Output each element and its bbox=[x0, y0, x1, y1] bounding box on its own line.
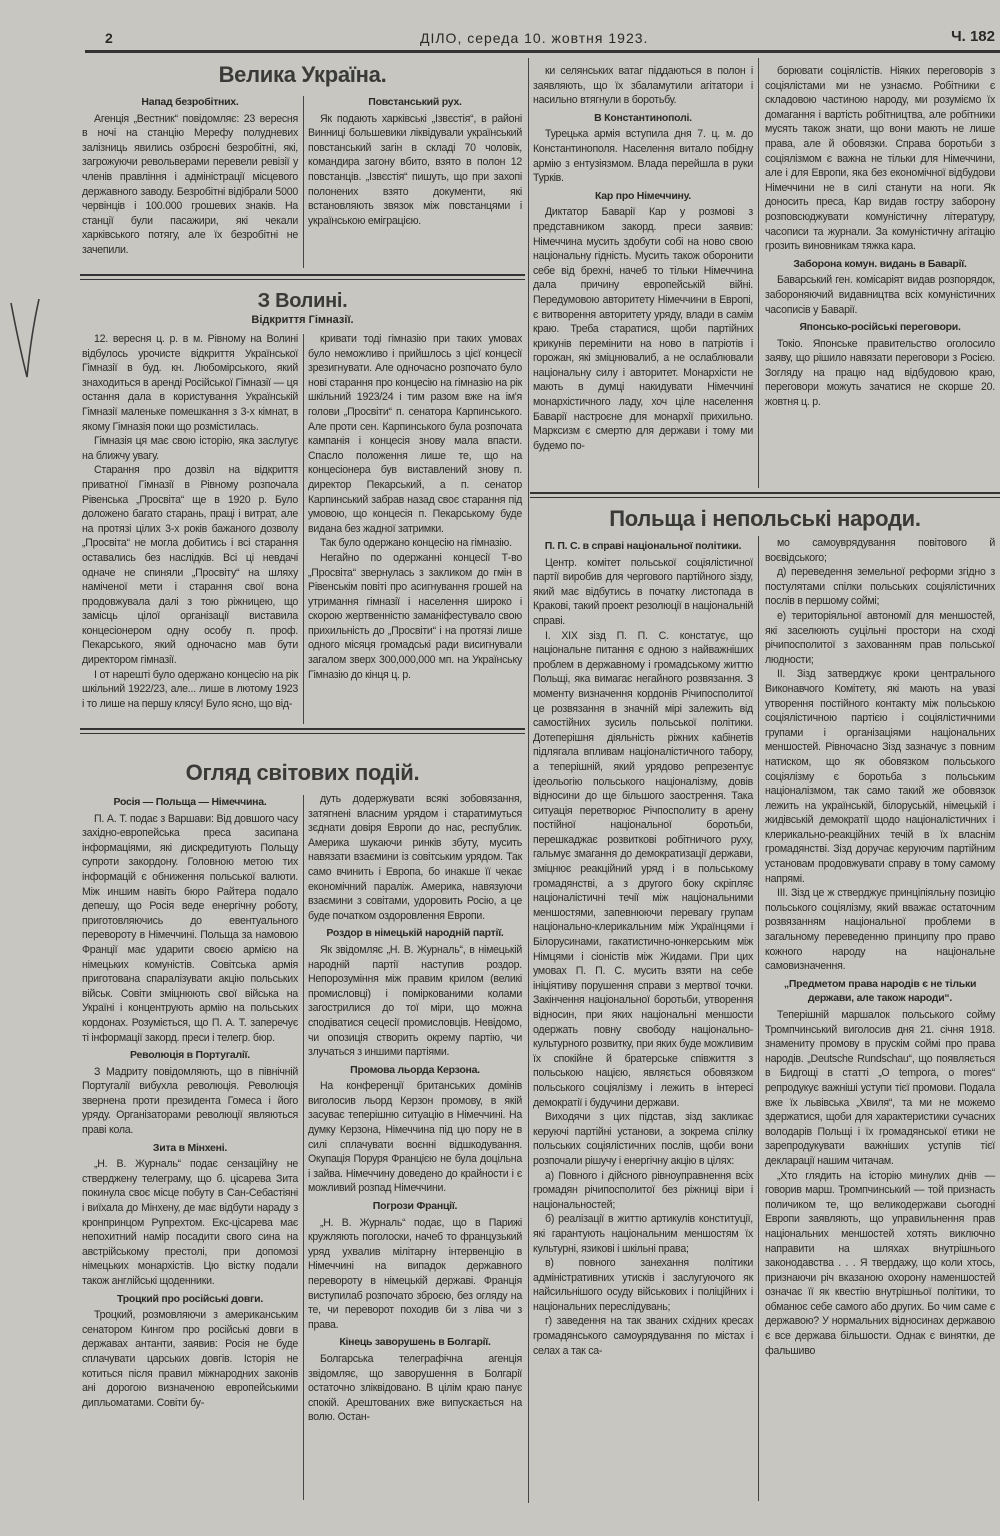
article-subheading: „Предметом права народів є не тільки держави, але також народи“. bbox=[783, 977, 977, 1005]
subtitle: Відкриття Гімназії. bbox=[251, 314, 354, 326]
column-divider bbox=[758, 536, 759, 1501]
article-column bbox=[308, 792, 522, 1425]
article-paragraph: Так було одержано концесію на гімназію. bbox=[320, 537, 512, 550]
article-subheading: Кінець заворушень в Болгарії. bbox=[339, 1336, 491, 1349]
article-paragraph: дуть додержувати всякі зобовязання, затягнені власним урядом і старатимуться зєднати довіря Европи до нас, республик. Америка шукаючи ринків збуту, мусить навязати взаємини із совітським урядом. Так само вчинить і Европа, бо инакше її чекає економічний параліж. Америка, навязуючи взаємини з совітами, удоровить Росію, а це буде початком оздоровлення Европи. bbox=[308, 793, 522, 922]
article-paragraph: а) Повного і дійсного рівноуправнення всіх громадян річипосполитої без ріжниці віри і національностей; bbox=[533, 1169, 753, 1211]
masthead-date: ДІЛО, середа 10. жовтня 1923. bbox=[420, 30, 649, 46]
article-paragraph: „Хто глядить на історію минулих днів — говорив марш. Тромпчинський — той признасть поличиком те, що великодержави сьогодні Европи заявляють, що управильнення прав національних меншостей хотять виключно направити на шляхах внутрішнього законодавства . . . Я твердажу, що коли хтось, признаючи річ вказаною охорону наменшостей означає її як квестію внутрішньої політики, то обманює себе самого або других. Бо чим саме є державою? У нормальних відносинах державою є все держава більшости. Однак є винятки, де фальшиво bbox=[765, 1169, 995, 1357]
article-paragraph: П. А. Т. подає з Варшави: Від довшого часу західно-европейська преса засипана інформаціями, які дискредитують Польщу супроти закордону. Головною метою тих інформацій є обниження польської валюти. Між иншим навіть бюро Райтера подало депешу, що Росія веде енергічну роботу, приготовляючись до евентуального перевороту в Німеччині. Польща за намовою Франції має ударити своєю армією на німецьких комуністів. Совітська армія приготована спаралізувати акцію польських військ. Совіти зміцнюють свої війська на Україні і концентрують армію на польських кордонах. Розуміється, що П. А. Т. заперечує ті інформації закорд. преси і телегр. бюр. bbox=[82, 812, 298, 1044]
article-subheading: Заборона комун. видань в Баварії. bbox=[793, 257, 967, 270]
article-paragraph: ІІ. Зізд затверджує кроки центрального Виконавчого Комітету, які мають на увазі утворення постійного контакту між польською соціялістичною партією і соціялістичними групами і організаціями національних меншостей. Рівночасно Зізд зазначує з повним натиском, що як обовязком польського соціялізму є боротьба з польським націоналізмом, так само такий же обовязок лежить на українській, білоруській, німецькій і жидівській демократії щодо націоналістичних і клерикально-реакційних течій в їх власнім громадянстві. Зізд доручає керуючим партійним установам продовжувати справу в тому самому напрямі. bbox=[765, 668, 995, 885]
article-paragraph: „Н. В. Журналь“ подає сензаційну не стверджену телеграму, що б. цісарева Зита покинула своє місце побуту в Сан-Себастіяні і виїхала до Мінхену, де має відбути нараду з кронпринцом Рупрехтом. Екс-цісарева має непохитний намір посадити свого сина на австрійському престолі, при допомозі німецьких монархістів. Цю вістку подали також англійські щоденники. bbox=[82, 1158, 298, 1287]
headline-z-volyni: З Волині. bbox=[257, 290, 348, 312]
article-paragraph: е) територіяльної автономії для меншостей, які заселюють суцільні простори на сході річипосполитої з захованням прав польської людности; bbox=[765, 609, 995, 666]
article-paragraph: борювати соціялістів. Ніяких переговорів з соціялістами ми не узнаємо. Робітники є складовою частиною народу, ми розуміємо їх домагання і вартість робітництва, але робітники мусять також знати, що вони мають не лише права, але й обовязки. Справа боротьби з соціялізмом є важна не тільки для Німеччини, але і для Европи, яка без економічної відбудови Німеччини не в силі станути на ноги. Як доносить преса, Кар видав гостру заборону розповсюджувати комуністичну літературу, часописи та журнали. За комуністичну агітацію грозить виновникам тяжка кара. bbox=[765, 65, 995, 253]
section-rule bbox=[80, 728, 525, 734]
column-divider bbox=[303, 96, 304, 268]
article-subheading: Росія — Польща — Німеччина. bbox=[113, 796, 267, 808]
section-rule bbox=[530, 492, 1000, 498]
column-divider bbox=[758, 58, 759, 488]
article-column bbox=[308, 332, 522, 682]
article-paragraph: Баварський ген. комісаріят видав розпорядок, забороняючий видавництва всіх комуністичних часописів у Баварії. bbox=[765, 274, 995, 316]
article-subheading: П. П. С. в справі національної політики. bbox=[544, 540, 742, 552]
article-paragraph: мо самоуврядування повітового й воєвідського; bbox=[765, 537, 995, 564]
article-paragraph: І. XIX зізд П. П. С. констатує, що національне питання є одною з найважніших проблем в державному і громадському життю Польщі, яка вимагає негайного розвязання. З моменту визначення кордонів Річипосполитої це розвязання в значній мірі залежить від самостійних зусиль польської політики. Дотеперішня діяльність ріжних кабінетів підлягала впливам націоналістичного табору, а теперішній, який урядово репрезентує ідеольогію польського націоналізму, довів відносини до ще більшого заострення. Така ситуація перетворює Річпосполиту в арену постійної національної боротьби, перешкаджає розвиткові робітничого руху, гальмує змагання до демократизації держави, зміцнює реакційний уряд і в польському громадянстві, а з другого боку скріпляє націоналістичні течії між національними меншостями, запевнюючи перевагу групам національно-клерикальним між Українцями і Білорусинами, гакатистично-юнкерським між Німцями і сіоністів між Жидами. При цих умовах П. П. С. мусить взяти на себе ініціятиву порушення справи з мертвої точки. Закінчення національної боротьби, утворення відносин, при яких національні меншости одержать повну свободу національно-культурного розвитку, при яких буде можливим їх спокійне й братерське співжиття з польською нацією, являється обовязком польського соціялізму і лежить в інтересі демократії і будучини держави. bbox=[533, 629, 753, 1109]
article-paragraph: д) переведення земельної реформи згідно з постулятами спілки польських соціялістичних послів в першому соймі; bbox=[765, 566, 995, 608]
article-paragraph: г) заведення на так званих східних кресах громадянського самоурядування по містах і селах а так са- bbox=[533, 1315, 753, 1357]
article-subheading: Японсько-російські переговори. bbox=[799, 321, 961, 334]
article-paragraph: Старання про дозвіл на відкриття приватної Гімназії в Рівному розпочала Рівенська „Просвіта“ ще в 1920 р. Було доложено багато старань, праці і витрат, але на протязі цілих 3-х років бажаного дозволу „Просвіта“ не могла добитись і всі старання оставались без наслідків. Всі ці невдачі одначе не спиняли „Просвіту“ на шляху наміченої мети і старання свої вона продовжувала далі з тою ріжницею, що замісць цілої організації виставила концесіонером одну особу п. проф. Пекарського, який одночасно мав бути директором гімназії. bbox=[82, 464, 298, 667]
article-paragraph: Негайно по одержанні концесії Т-во „Просвіта“ звернулась з закликом до гмін в Рівенськім повіті про асигнування грошей на утримання гімназії і населення широко і скорою жертвенністю заманіфестувало свою прихильність до „Просвіти“ і на протязі лише одного місяця громадські ради висигнували загалом зверх 300,000,000 мп. на Українську Гімназію до кінця ц. р. bbox=[308, 551, 522, 681]
handwritten-check-mark bbox=[5, 295, 45, 385]
article-paragraph: І от нарешті було одержано концесію на рік шкільний 1922/23, але... лише в лютому 1923 і то лише на першу клясу! Було ясно, що від- bbox=[82, 668, 298, 710]
article-column bbox=[82, 92, 298, 258]
headline-ohliad-svitovykh-podii: Огляд світових подій. bbox=[185, 760, 420, 785]
article-subheading: Повстанський рух. bbox=[368, 96, 462, 108]
article-paragraph: Турецька армія вступила дня 7. ц. м. до Константинополя. Населення витало побідну армію з ентузіязмом. Влада перейшла в руки Турків. bbox=[533, 128, 753, 185]
column-divider bbox=[528, 58, 529, 1503]
article-paragraph: Токіо. Японське правительство оголосило заяву, що рішило навязати переговори з Росією. Зогляду на працю над відбудовою краю, переговори можуть зачатися не скорше 20. жовтня ц. р. bbox=[765, 337, 995, 409]
article-paragraph: в) повного занехання політики адміністративних утисків і заслугуючого як найсильнішого осуду військових і поліційних і національних переслідувань; bbox=[533, 1257, 753, 1313]
article-paragraph: Троцкий, розмовляючи з американським сенатором Кингом про російські довги в державах антанти, заявив: Росія не буде сплачувати царських довгів. Історія не котиться після правил міжнародних законів ані дорогою визначеною европейськими дипльоматами. Совіти бу- bbox=[82, 1309, 298, 1409]
article-subheading: Революція в Португалії. bbox=[130, 1049, 250, 1062]
article-paragraph: На конференції британських домінів виголосив льорд Керзон промову, в якій засуває теперішню ситуацію в Німеччині. На думку Керзона, Німеччина під цю пору не в силі сплачувати воєнні відшкодування. Окупація Поруря Францією не була доцільна і зайва. Німеччину доведено до крайности і є можливий розпад Німеччини. bbox=[308, 1080, 522, 1195]
header-rule bbox=[85, 50, 1000, 53]
article-subheading: В Константинополі. bbox=[594, 111, 692, 124]
article-paragraph: ІІІ. Зізд це ж стверджує принціпіяльну позицію польського соціялізму, який вважає остаточним розвязанням національної проблеми в загальному переведенню принципу про право кожного народу на національне самовизначення. bbox=[765, 887, 995, 973]
article-paragraph: Болгарська телеграфічна агенція звідомляє, що заворушення в Болгарії остаточно зліквідовано. В цілім краю панує спокій. Арештованих вже випускається на волю. Остан- bbox=[308, 1352, 522, 1424]
article-paragraph: Гімназія ця має свою історію, яка заслугує на ближчу увагу. bbox=[82, 435, 298, 462]
article-paragraph: 12. вересня ц. р. в м. Рівному на Волині відбулось урочисте відкриття Української Гімназії в буд. кн. Любомірського, який знаходиться в аренді Російської Гімназії — ця остання дала в користування Українській Гімназії маленьке помешкання з 3-х кімнат, в якому Гімназія поки що розмістилась. bbox=[82, 333, 298, 433]
article-subheading: Роздор в німецькій народній партії. bbox=[326, 927, 504, 940]
article-paragraph: Як подають харківські „Ізвєстія“, в районі Винниці большевики ліквідували український повстанський загін в складі 70 чоловік, командира загону вбито, взято в полон 12 повстанців. „Ізвєстія“ пишуть, що при захопі полонених взято документи, які встановляють звязок між повстанцями і українською еміграцією. bbox=[308, 112, 522, 227]
article-paragraph: Як звідомляє „Н. В. Журналь“, в німецькій народній партії наступив роздор. Непорозуміння між правим крилом (великі промисловці) і поміркованими колами загострилися до тої міри, що можна сподіватися сецесії промисловців. Невідомо, чи опозиція створить окрему партію, чи злучаться з иншими партіями. bbox=[308, 943, 522, 1059]
article-column bbox=[765, 536, 995, 1358]
headline-polshcha: Польща і непольські народи. bbox=[609, 506, 921, 531]
article-subheading: Троцкий про російські довги. bbox=[116, 1292, 264, 1305]
page-number: 2 bbox=[105, 30, 113, 46]
article-paragraph: ки селянських ватаг піддаються в полон і заявляють, що їх збаламутили агітатори і насильно втягнули в боротьбу. bbox=[533, 65, 753, 107]
article-paragraph: б) реалізації в життю артикулів конституції, які гарантують національним меншостям їх культурні, язикові і шкільні права; bbox=[533, 1213, 753, 1255]
article-subheading: Погрози Франції. bbox=[372, 1200, 458, 1213]
article-paragraph: Теперішній маршалок польського сойму Тромпчинський виголосив дня 21. січня 1918. знамениту промову в прускім соймі про права народів. „Deutsche Rundschau“, що появляється в Бидгощі в статті „O tempora, o mores“ репродукує важніші уступи тієї промови. Подала вже їх львівська „Хвиля“, та ми не можемо здержатися, щоби для характеристики сучасних володарів Польщі і їх громадянської етики не зарепродукувати важніших уступів тієї декларації нашим читачам. bbox=[765, 1009, 995, 1167]
article-column bbox=[82, 792, 298, 1410]
article-column bbox=[533, 536, 753, 1358]
article-column bbox=[765, 64, 995, 410]
headline-velyka-ukraina: Велика Україна. bbox=[218, 62, 387, 87]
section-rule bbox=[80, 274, 525, 280]
article-paragraph: З Мадриту повідомляють, що в північній Португалії вибухла революція. Революція звернена проти президента Гомеса і його уряду. Організаторами революції являються праві кола. bbox=[82, 1065, 298, 1137]
article-subheading: Кар про Німеччину. bbox=[595, 189, 691, 202]
column-divider bbox=[303, 334, 304, 724]
article-paragraph: Центр. комітет польської соціялістичної партії виробив для чергового партійного зізду, який має відбутись в початку листопада в Кракові, такий проект резолюції в національній справі. bbox=[533, 556, 753, 627]
column-divider bbox=[303, 795, 304, 1500]
article-column bbox=[533, 64, 753, 453]
article-subheading: Зита в Мінхені. bbox=[152, 1141, 228, 1154]
article-subheading: Напад безробітних. bbox=[141, 96, 239, 108]
article-paragraph: Агенція „Вестник“ повідомляє: 23 вересня в ночі на станцію Мерефу полудневих залізниць явились озброєні безробітні, які, загрожуючи револьверами перевели ревізії у членів правління і адміністрації місцевого державного заводу. Безробітні відібрали 5000 червінців і 100.000 грошевих знаків. На станції були пасажири, які чекали харківського потягу, але їх безробітні не зачепили. bbox=[82, 112, 298, 256]
issue-number: Ч. 182 bbox=[951, 28, 995, 45]
page-header bbox=[90, 28, 995, 48]
article-paragraph: „Н. В. Журналь“ подає, що в Парижі кружляють поголоски, начеб то французький уряд ухвалив мілітарну інтервенцію в Німеччині на випадок державного перевороту в німецькій державі. Франція виступилаб розпочато зброєю, без огляду на те, чи переворот походив би з ліва чи з права. bbox=[308, 1216, 522, 1331]
article-column bbox=[308, 92, 522, 228]
article-column bbox=[82, 332, 298, 711]
article-paragraph: Виходячи з цих підстав, зізд закликає керуючі партійні установи, а зокрема спілку польських соціялістичних послів, щоби вони розпочали рішучу і енергічну акцію в цілях: bbox=[533, 1111, 753, 1167]
article-paragraph: Диктатор Баварії Кар у розмові з представником закорд. преси заявив: Німеччина мусить здобути собі на ново свою національну гідність. Мусить також оборонити себе від брехні, начеб то тільки Німеччина дала причину европейській війні. Передумовою авторитету Німеччини в Европі, є витворення авторитету уряду, влади в самім краю. Треба старатися, щоби партійних крикунів перемінити на ново в патріотів і горожан, які зміцнювалиб, а не ослаблювали національну силу і авторитет. Монархісти не мають в думці накидувати Німеччині монархістичного ладу, хоч ціле населення Баварії настроєне для монархії прихильно. Марксизм є смертю для держави і тому ми будемо по- bbox=[533, 206, 753, 452]
article-paragraph: кривати тоді гімназію при таких умовах було неможливо і прийшлось з цієї концесії зрезигнувати. Але одночасно розпочато було нові старання про концесію на гімназію на рік шкільний 1923/24 і тим разом вже на ім'я голови „Просвіти“ п. сенатора Карпинського. Але проти сен. Карпинського була розпочата кампанія і концесія знову мала впасти. Спасло положення лише те, що на концесіонера був виставлений знову п. директор Пекарський, а п. сенатор Карпинський забрав назад своє старання під умовою, що концесія п. Пекарському буде видана без жадної затримки. bbox=[308, 333, 522, 535]
article-subheading: Промова льорда Керзона. bbox=[350, 1063, 480, 1076]
